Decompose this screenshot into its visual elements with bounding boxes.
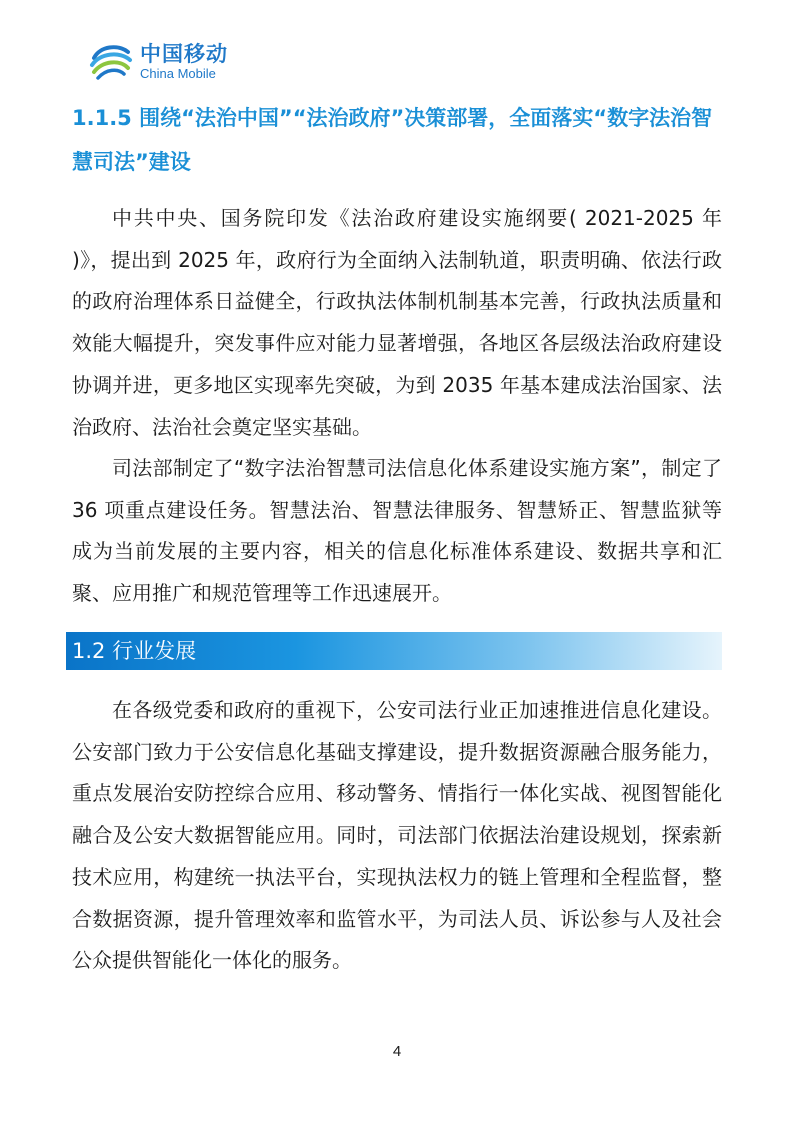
paragraph-industry-development: 在各级党委和政府的重视下，公安司法行业正加速推进信息化建设。公安部门致力于公安信息化基础支撑建设，提升数据资源融合服务能力，重点发展治安防控综合应用、移动警务、情指行一体化实战、视图智能化融合及公安大数据智能应用。同时，司法部门依据法治建设规划，探索新技术应用，构建统一执法平台，实现执法权力的链上管理和全程监督，整合数据资源，提升管理效率和监管水平，为司法人员、诉讼参与人及社会公众提供智能化一体化的服务。 [72, 698, 722, 973]
section-heading-bar-1-2 [66, 632, 722, 670]
paragraph-implementation-outline: 中共中央、国务院印发《法治政府建设实施纲要( 2021-2025 年 )》，提出到 2025 年，政府行为全面纳入法制轨道，职责明确、依法行政的政府治理体系日益健全，行政执法体制机制基本完善，行政执法质量和效能大幅提升，突发事件应对能力显著增强，各地区各层级法治政府建设协调并进，更多地区实现率先突破，为到 2035 年基本建成法治国家、法治政府、法治社会奠定坚实基础。 [72, 206, 722, 439]
china-mobile-logo [88, 38, 228, 84]
logo-chinese-text: 中国移动 [140, 41, 228, 66]
logo-english-text: China Mobile [140, 65, 216, 81]
section-heading-1-1-5: 1.1.5 围绕“法治中国”“法治政府”决策部署，全面落实“数字法治智慧司法”建设 [72, 106, 713, 174]
section-heading-1-2: 1.2 行业发展 [72, 639, 197, 663]
page-number: 4 [392, 1043, 402, 1060]
paragraph-justice-ministry-plan: 司法部制定了“数字法治智慧司法信息化体系建设实施方案”，制定了 36 项重点建设任务。智慧法治、智慧法律服务、智慧矫正、智慧监狱等成为当前发展的主要内容，相关的信息化标准体系建设、数据共享和汇聚、应用推广和规范管理等工作迅速展开。 [72, 456, 722, 606]
china-mobile-logo-icon [88, 38, 134, 84]
